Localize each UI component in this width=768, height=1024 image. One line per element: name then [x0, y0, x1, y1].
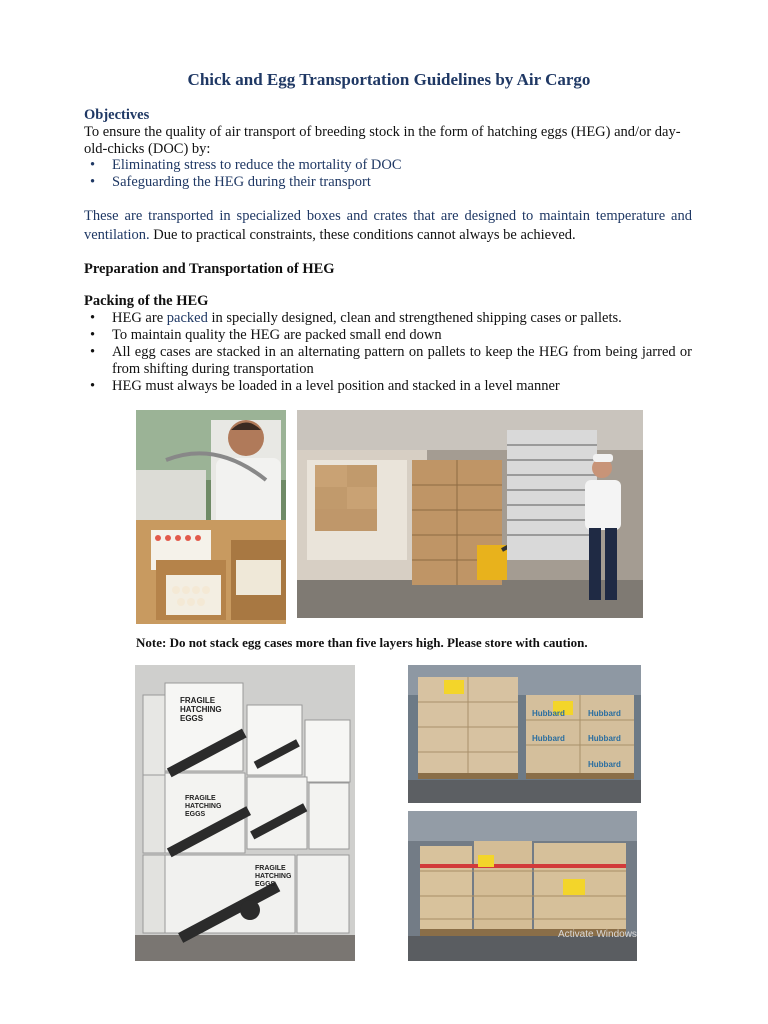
- objectives-intro: To ensure the quality of air transport of breeding stock in the form of hatching eggs (HEG) and/or day-old-chicks (DOC) by:: [84, 124, 681, 157]
- preparation-heading: Preparation and Transportation of HEG: [84, 261, 335, 277]
- document-title: Chick and Egg Transportation Guidelines by Air Cargo: [187, 70, 591, 89]
- photo-hubbard-pallets: [408, 665, 641, 803]
- bullet-icon: •: [90, 344, 96, 360]
- svg-text:FRAGILE: FRAGILE: [255, 865, 286, 872]
- svg-text:HATCHING: HATCHING: [255, 873, 292, 880]
- packing-list: [84, 310, 692, 395]
- objectives-heading: Objectives: [84, 107, 150, 123]
- stacking-note: Note: Do not stack egg cases more than five layers high. Please store with caution.: [136, 635, 588, 650]
- list-item: • All egg cases are stacked in an alternating pattern on pallets to keep the HEG from being jarred or from shifting during transportation: [90, 344, 692, 377]
- list-item: • Eliminating stress to reduce the mortality of DOC: [90, 157, 402, 173]
- photo-egg-packing: [136, 410, 286, 624]
- objectives-list: [84, 157, 694, 191]
- box-brand-hubbard: Hubbard: [532, 709, 565, 718]
- svg-text:EGGS: EGGS: [185, 811, 206, 818]
- boxes-paragraph: These are transported in specialized boxes and crates that are designed to maintain temperature and ventilation. Due to practical constraints, these conditions cannot always be achieved.: [84, 208, 692, 243]
- svg-text:Hubbard: Hubbard: [588, 760, 621, 769]
- svg-text:Hubbard: Hubbard: [532, 734, 565, 743]
- box-label-hatching: HATCHING: [180, 705, 222, 714]
- bullet-icon: •: [90, 157, 96, 173]
- photo-strapped-pallets: [408, 811, 637, 961]
- bullet-icon: •: [90, 327, 96, 343]
- watermark-text: Activate Windows: [558, 929, 637, 940]
- bullet-icon: •: [90, 174, 96, 190]
- list-item: • HEG are packed in specially designed, clean and strengthened shipping cases or pallets.: [90, 310, 622, 326]
- bullet-icon: •: [90, 310, 96, 326]
- list-item: • Safeguarding the HEG during their transport: [90, 174, 371, 190]
- list-item: • HEG must always be loaded in a level position and stacked in a level manner: [90, 378, 560, 394]
- box-label-eggs: EGGS: [180, 714, 204, 723]
- svg-text:EGGS: EGGS: [255, 881, 276, 888]
- packing-heading: Packing of the HEG: [84, 293, 209, 309]
- bullet-icon: •: [90, 378, 96, 394]
- svg-text:Hubbard: Hubbard: [588, 709, 621, 718]
- list-item: • To maintain quality the HEG are packed small end down: [90, 327, 442, 343]
- box-label-fragile: FRAGILE: [180, 696, 216, 705]
- svg-text:HATCHING: HATCHING: [185, 803, 222, 810]
- photo-fragile-boxes: [135, 665, 355, 961]
- photo-pallet-jack: [297, 410, 643, 618]
- svg-text:FRAGILE: FRAGILE: [185, 795, 216, 802]
- svg-text:Hubbard: Hubbard: [588, 734, 621, 743]
